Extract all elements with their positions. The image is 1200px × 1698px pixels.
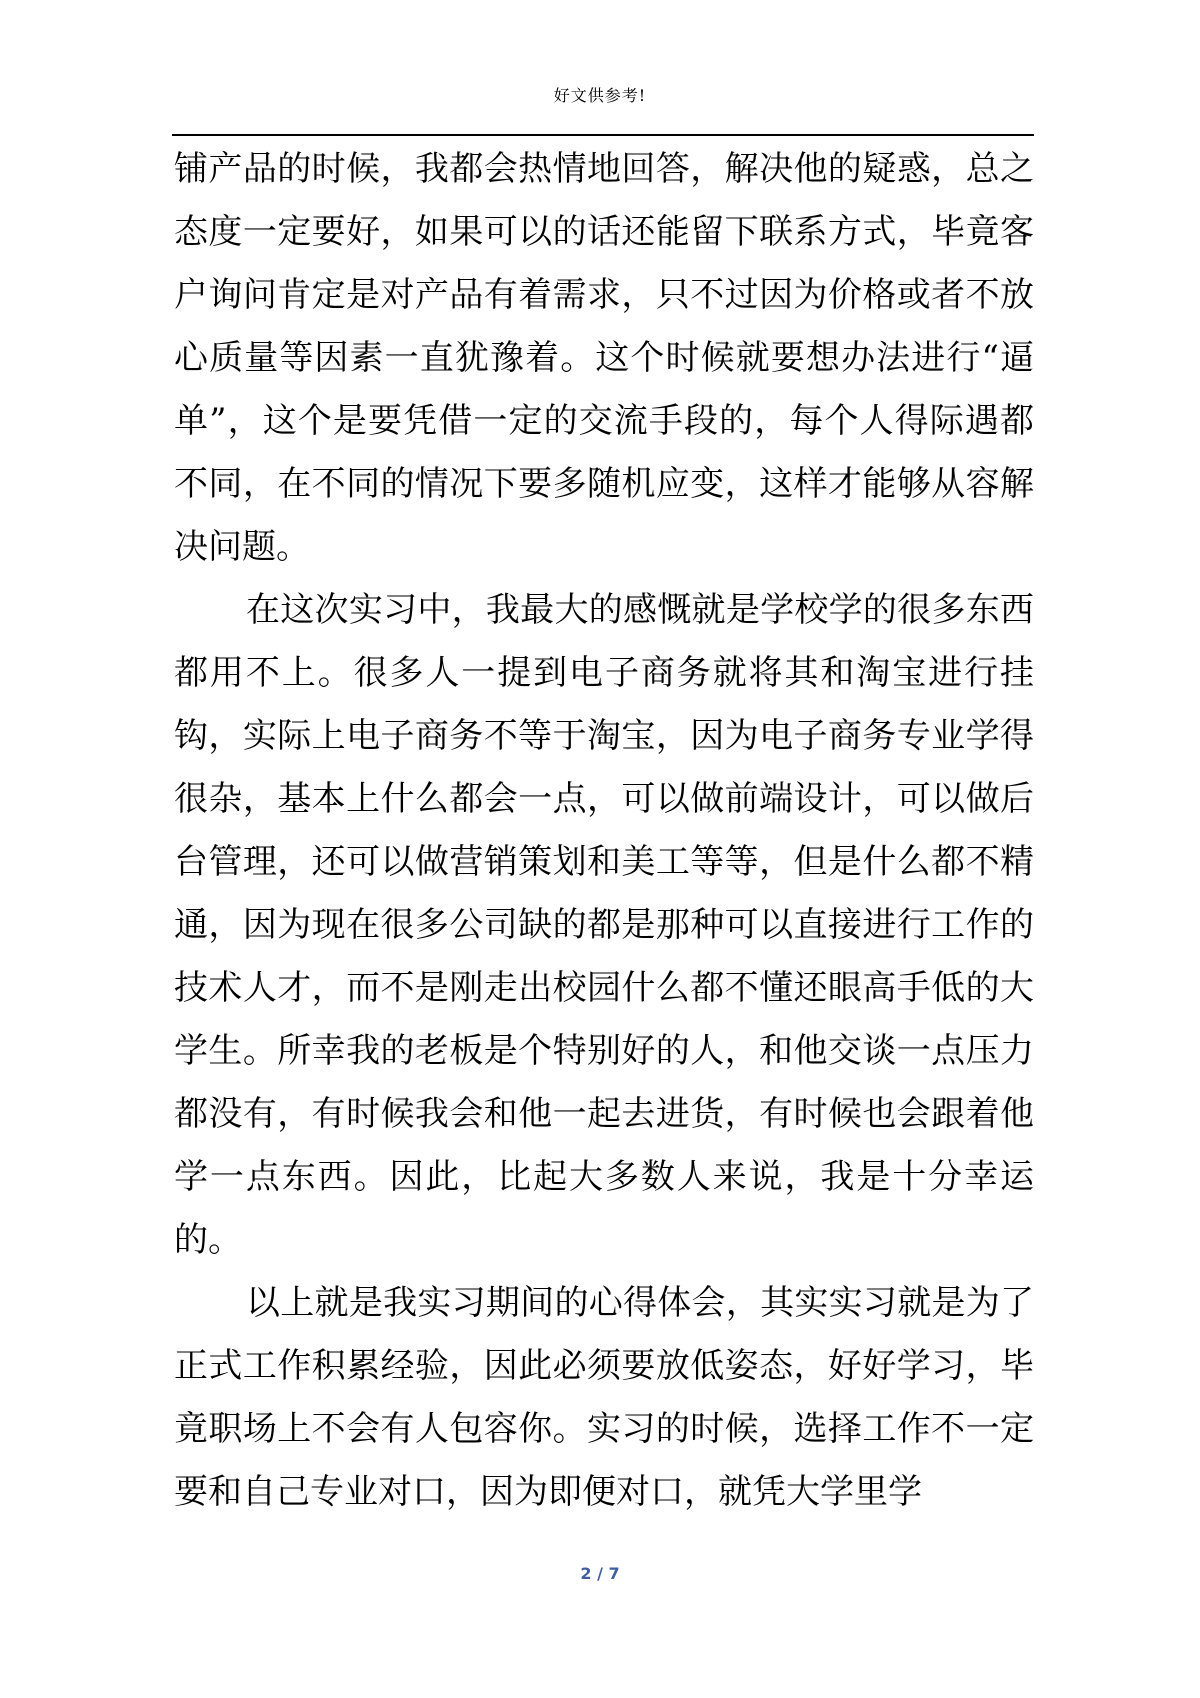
document-body: [174, 138, 1034, 1524]
paragraph-2: 在这次实习中，我最大的感慨就是学校学的很多东西都用不上。很多人一提到电子商务就将其和淘宝进行挂钩，实际上电子商务不等于淘宝，因为电子商务专业学得很杂，基本上什么都会一点，可以做前端设计，可以做后台管理，还可以做营销策划和美工等等，但是什么都不精通，因为现在很多公司缺的都是那种可以直接进行工作的技术人才，而不是刚走出校园什么都不懂还眼高手低的大学生。所幸我的老板是个特别好的人，和他交谈一点压力都没有，有时候我会和他一起去进货，有时候也会跟着他学一点东西。因此，比起大多数人来说，我是十分幸运的。: [174, 590, 1034, 1260]
paragraph-1: 铺产品的时候，我都会热情地回答，解决他的疑惑，总之态度一定要好，如果可以的话还能留下联系方式，毕竟客户询问肯定是对产品有着需求，只不过因为价格或者不放心质量等因素一直犹豫着。这个时候就要想办法进行“逼单”，这个是要凭借一定的交流手段的，每个人得际遇都不同，在不同的情况下要多随机应变，这样才能够从容解决问题。: [174, 149, 1034, 567]
paragraph-3: 以上就是我实习期间的心得体会，其实实习就是为了正式工作积累经验，因此必须要放低姿态，好好学习，毕竟职场上不会有人包容你。实习的时候，选择工作不一定要和自己专业对口，因为即便对口，就凭大学里学: [174, 1283, 1034, 1512]
page-header: 好文供参考!: [553, 86, 647, 105]
page-number: 2 / 7: [580, 1564, 620, 1583]
header-divider: [172, 134, 1034, 136]
